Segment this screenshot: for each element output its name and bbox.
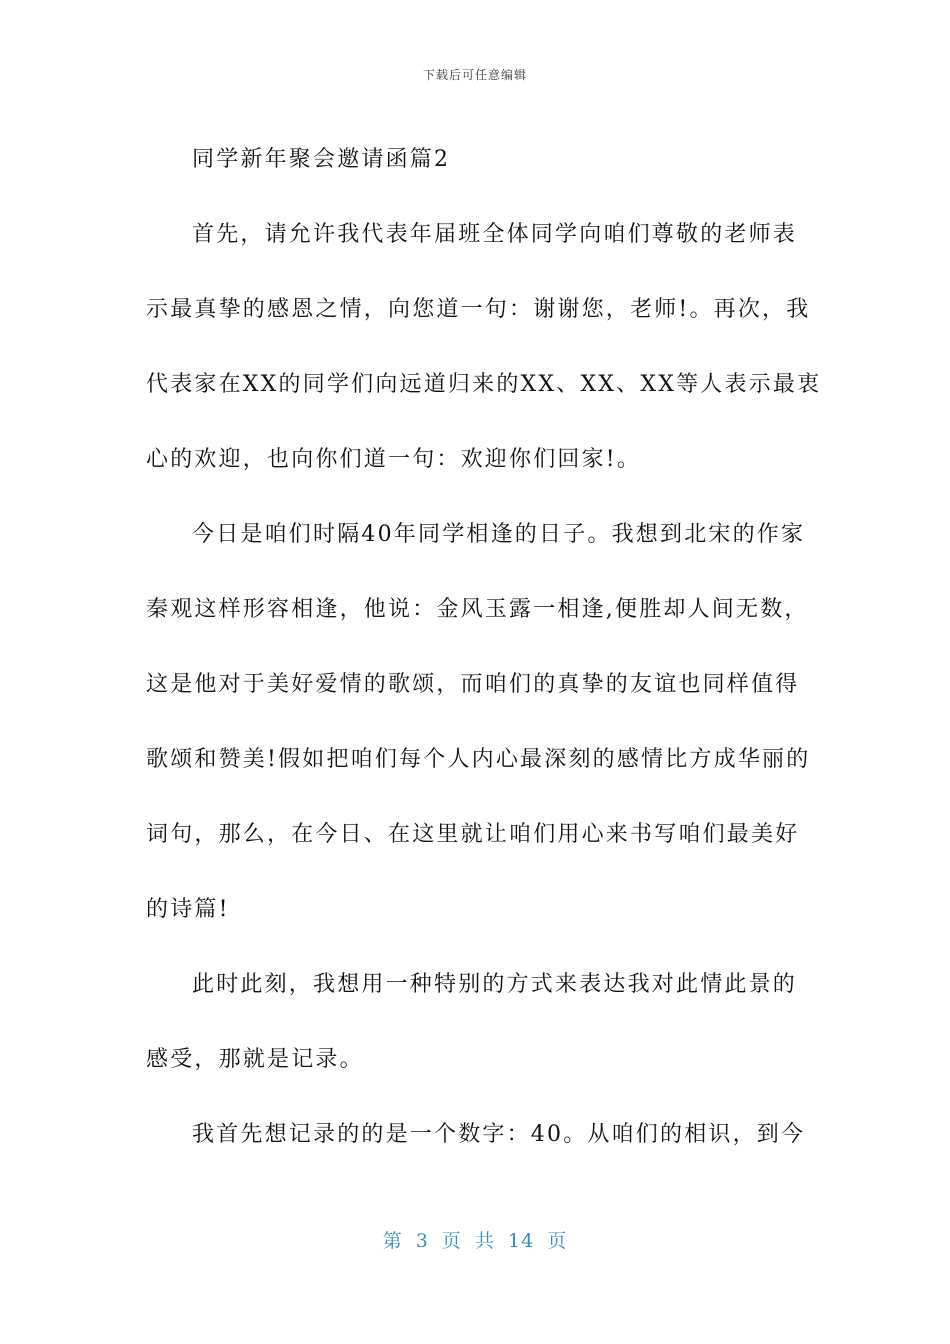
- paragraph-line: 秦观这样形容相逢，他说：金风玉露一相逢,便胜却人间无数，: [146, 597, 809, 622]
- paragraph-line: 歌颂和赞美!假如把咱们每个人内心最深刻的感情比方成华丽的: [146, 747, 811, 772]
- paragraph-line: 的诗篇!: [146, 897, 230, 922]
- paragraph-line: 今日是咱们时隔40年同学相逢的日子。我想到北宋的作家: [192, 522, 806, 547]
- page-number: 第 3 页 共 14 页: [382, 1230, 568, 1252]
- paragraph-line: 首先，请允许我代表年届班全体同学向咱们尊敬的老师表: [192, 222, 798, 247]
- paragraph-line: 这是他对于美好爱情的歌颂，而咱们的真挚的友谊也同样值得: [146, 672, 800, 697]
- document-title: 同学新年聚会邀请函篇2: [192, 147, 451, 172]
- paragraph-line: 我首先想记录的的是一个数字：40。从咱们的相识，到今: [192, 1122, 806, 1147]
- paragraph-line: 心的欢迎，也向你们道一句：欢迎你们回家!。: [146, 447, 642, 472]
- paragraph-line: 此时此刻，我想用一种特别的方式来表达我对此情此景的: [192, 972, 798, 997]
- paragraph-line: 感受，那就是记录。: [146, 1047, 364, 1072]
- header-note: 下载后可任意编辑: [422, 68, 527, 82]
- paragraph-line: 词句，那么，在今日、在这里就让咱们用心来书写咱们最美好: [146, 822, 800, 847]
- paragraph-line: 示最真挚的感恩之情，向您道一句：谢谢您，老师!。再次，我: [146, 297, 811, 322]
- paragraph-line: 代表家在XX的同学们向远道归来的XX、XX、XX等人表示最衷: [146, 372, 822, 397]
- document-body: [146, 122, 822, 1172]
